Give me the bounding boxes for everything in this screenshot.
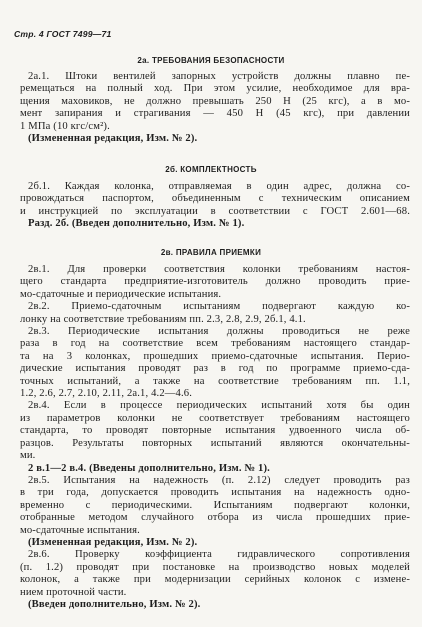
- text-line: колонок, а также при модернизации серийных колонок с измене-: [20, 574, 410, 586]
- section-title-acceptance-rules: 2в. ПРАВИЛА ПРИЕМКИ: [160, 248, 262, 257]
- amendment-note: (Измененная редакция, Изм. № 2).: [28, 133, 198, 145]
- text-line: (п. 1.2) проводят при постановке на производство новых моделей: [20, 561, 410, 573]
- text-line: отобранные методом случайного отбора из числа прошедших прие-: [20, 512, 410, 524]
- text-line: нием проточной части.: [20, 586, 127, 598]
- page-header: Стр. 4 ГОСТ 7499—71: [14, 29, 112, 39]
- text-line: из параметров колонки не соответствует требованиям настоящего: [20, 412, 410, 424]
- text-line: 2в.6. Проверку коэффициента гидравлического сопротивления: [28, 549, 410, 561]
- text-line: провождаться паспортом, объединенным с техническим описанием: [20, 193, 410, 205]
- text-line: 2б.1. Каждая колонка, отправляемая в один адрес, должна со-: [28, 181, 410, 192]
- amendment-note: 2 в.1—2 в.4. (Введены дополнительно, Изм. № 1).: [28, 462, 270, 474]
- text-line: мо-сдаточные и периодические испытания.: [20, 288, 222, 300]
- text-line: временно с периодическими. Испытаниям подвергают колонки,: [20, 499, 410, 511]
- amendment-note: Разд. 2б. (Введен дополнительно, Изм. № 1).: [28, 218, 245, 230]
- text-line: разцов. Результаты повторных испытаний являются окончательны-: [20, 437, 410, 449]
- section-body-safety: [20, 71, 410, 145]
- text-line: и инструкцией по эксплуатации в соответствии с ГОСТ 2.601—68.: [20, 205, 410, 217]
- text-line: 2а.1. Штоки вентилей запорных устройств должны плавно пе-: [28, 71, 410, 82]
- text-line: мент запирания и страгивания — 450 Н (45 кгс), при давлении: [20, 108, 410, 120]
- text-line: 2в.5. Испытания на надежность (п. 2.12) следует проводить раз: [28, 474, 410, 486]
- text-line: дические испытания проводят раз в год по программе приемо-сда-: [20, 363, 410, 375]
- amendment-note: (Измененная редакция, Изм. № 2).: [28, 536, 198, 548]
- text-line: стандарта, то проводят повторные испытания удвоенного числа об-: [20, 425, 410, 437]
- section-title-safety: 2а. ТРЕБОВАНИЯ БЕЗОПАСНОСТИ: [137, 56, 285, 65]
- text-line: лонку на соответствие требованиям пп. 2.3, 2.8, 2.9, 2б.1, 4.1.: [20, 313, 306, 325]
- text-line: 2в.2. Приемо-сдаточным испытаниям подвергают каждую ко-: [28, 301, 410, 313]
- text-line: 2в.3. Периодические испытания должны проводиться не реже: [28, 326, 410, 338]
- text-line: 2в.4. Если в процессе периодических испытаний хотя бы один: [28, 400, 410, 412]
- text-line: та на 3 колонках, прошедших приемо-сдаточные испытания. Перио-: [20, 350, 410, 362]
- text-line: 1 МПа (10 кгс/см²).: [20, 120, 110, 132]
- text-line: щения маховиков, не должно превышать 250 Н (25 кгс), а в мо-: [20, 95, 410, 107]
- amendment-note: (Введен дополнительно, Изм. № 2).: [28, 598, 201, 610]
- text-line: точных испытаний, а также на соответствие требованиям пп. 1.1,: [20, 375, 410, 387]
- section-body-completeness: [20, 181, 410, 231]
- text-line: 2в.1. Для проверки соответствия колонки требованиям настоя-: [28, 264, 410, 275]
- text-line: ремещаться на полный ход. При этом усилие, необходимое для вра-: [20, 83, 410, 95]
- text-line: щего стандарта предприятие-изготовитель должно проводить прие-: [20, 276, 410, 288]
- section-body-acceptance-rules: [20, 264, 410, 611]
- text-line: мо-сдаточные испытания.: [20, 524, 140, 536]
- text-line: 1.2, 2.6, 2.7, 2.10, 2.11, 2а.1, 4.2—4.6.: [20, 388, 193, 400]
- section-title-completeness: 2б. КОМПЛЕКТНОСТЬ: [165, 165, 257, 174]
- text-line: раза в год на соответствие всем требованиям настоящего стандар-: [20, 338, 410, 350]
- text-line: в три года, допускается проводить испытания на надежность одно-: [20, 487, 410, 499]
- text-line: ми.: [20, 450, 36, 462]
